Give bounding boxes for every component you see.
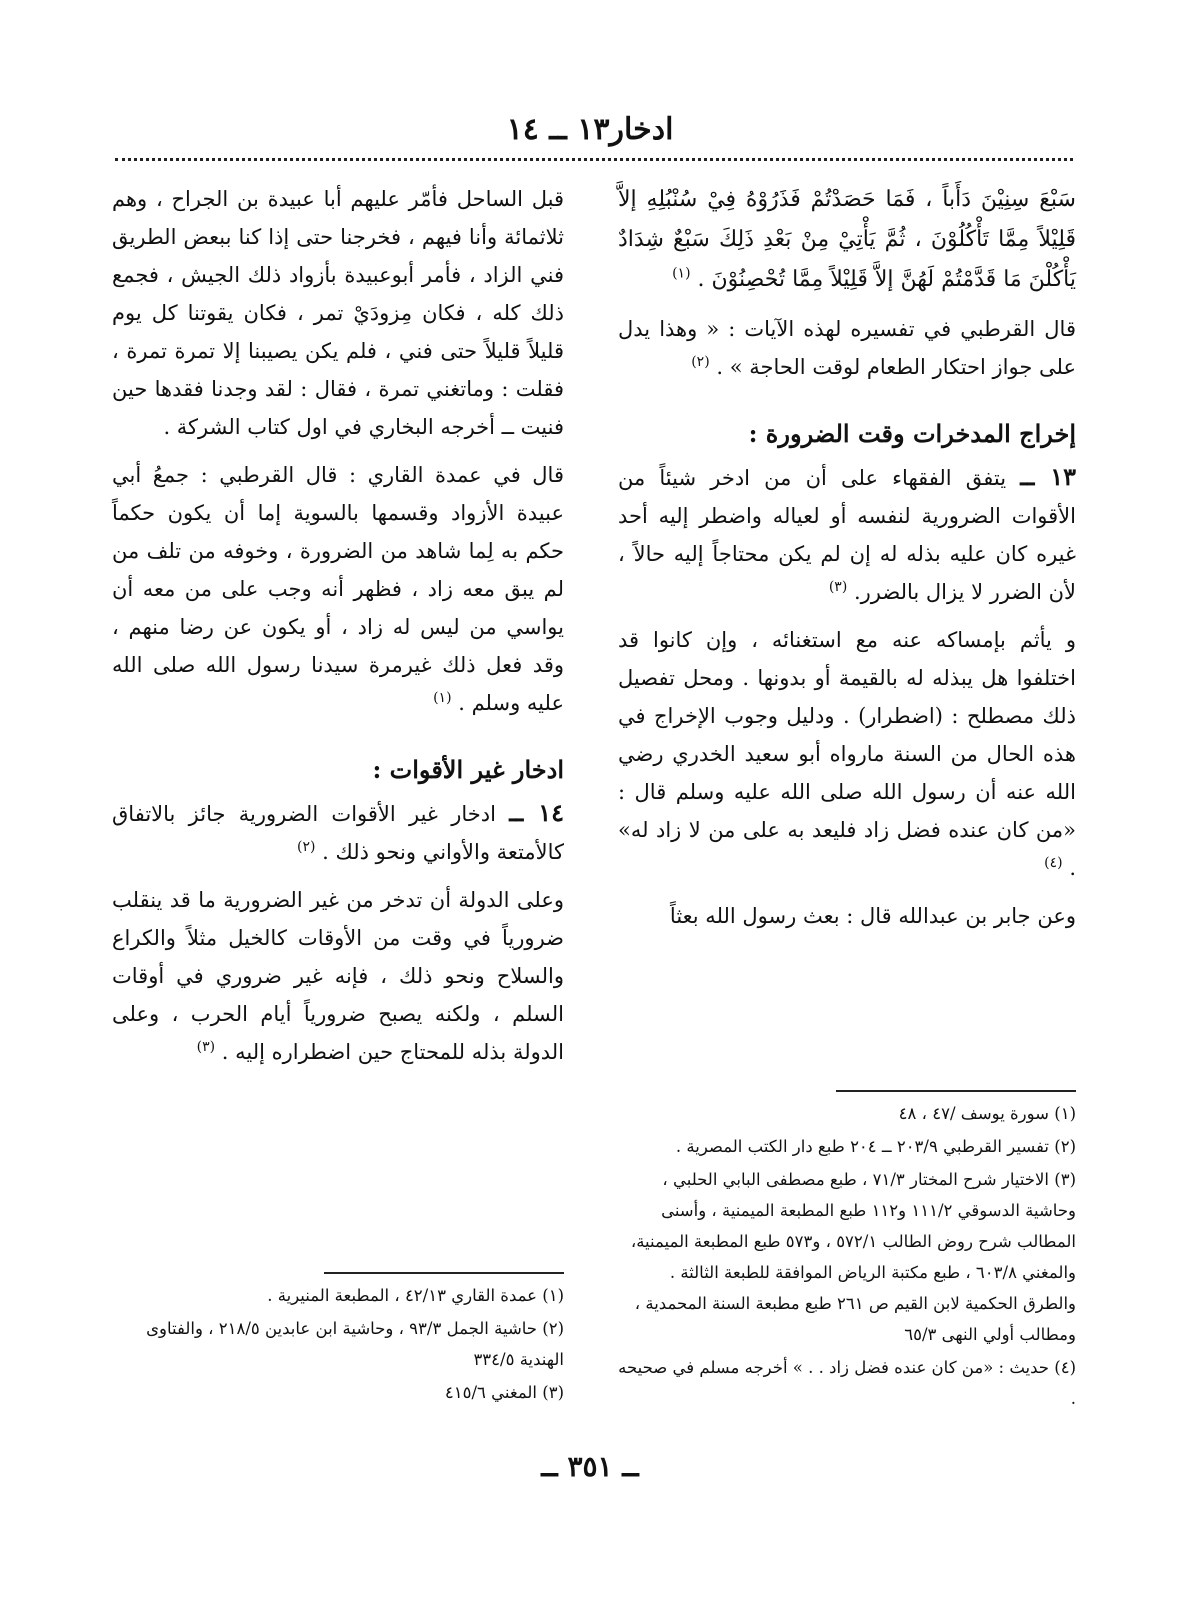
quran-verse [618,180,1076,300]
paragraph-text: وعلى الدولة أن تدخر من غير الضرورية ما قد ينقلب ضرورياً في وقت من الأوقات كالخيل مثلاً والكراع والسلاح ونحو ذلك ، فإنه غير ضروري في أوقات السلم ، ولكنه يصبح ضرورياً أيام الحرب ، وعلى الدولة بذله للمحتاج حين اضطراره إليه . [112,888,564,1064]
header-divider [115,158,1073,161]
paragraph-13 [618,458,1076,611]
footnote-ref: (٤) [1044,855,1063,871]
footnote: (٢) تفسير القرطبي ٢٠٣/٩ ــ ٢٠٤ طبع دار الكتب المصرية . [675,1137,1076,1156]
running-header: ادخار١٣ ــ ١٤ [506,112,674,147]
paragraph: قبل الساحل فأمّر عليهم أبا عبيدة بن الجراح ، وهم ثلاثمائة وأنا فيهم ، فخرجنا حتى إذا كنا ببعض الطريق فني الزاد ، فأمر أبوعبيدة بأزواد ذلك الجيش ، فجمع ذلك كله ، فكان مِزودَيْ تمر ، فكان يقوتنا كل يوم قليلاً قليلاً حتى فني ، فلم يكن يصيبنا إلا تمرة تمرة ، فقلت : وماتغني تمرة ، فقال : لقد وجدنا فقدها حين فنيت ــ أخرجه البخاري في اول كتاب الشركة . [112,187,564,439]
paragraph [112,881,564,1071]
footnote: (١) عمدة القاري ٤٢/١٣ ، المطبعة المنيرية . [267,1286,564,1305]
paragraph-text: ادخار غير الأقوات الضرورية جائز بالاتفاق كالأمتعة والأواني ونحو ذلك . [112,802,564,864]
footnote-ref: (١) [433,690,452,706]
paragraph-14 [112,794,564,871]
section-heading: ادخار غير الأقوات : [372,755,564,784]
page-number: ــ ٣٥١ ــ [541,1450,639,1483]
footnote: (٣) المغني ٤١٥/٦ [444,1383,564,1402]
tafsir-text: قال القرطبي في تفسيره لهذه الآيات : « وهذا يدل على جواز احتكار الطعام لوقت الحاجة » . [618,317,1076,379]
footnote-ref: (١) [672,265,691,282]
right-column [618,180,1076,945]
quran-text: سَبْعَ سِنِيْنَ دَأَباً ، فَمَا حَصَدْتُمْ فَذَرُوْهُ فِيْ سُنْبُلِهِ إلاَّ قَلِيْلاً مِمَّا تَأْكُلُوْنَ ، ثُمَّ يَأْتِيْ مِنْ بَعْدِ ذَلِكَ سَبْعٌ شِدَادٌ يَأْكُلْنَ مَا قَدَّمْتُمْ لَهُنَّ إلاَّ قَلِيْلاً مِمَّا تُحْصِنُوْنَ . [618,187,1076,292]
footnote: (٣) الاختيار شرح المختار ٧١/٣ ، طبع مصطفى البابي الحلبي ، وحاشية الدسوقي ١١١/٢ و١١٢ طبع المطبعة الميمنية ، وأسنى المطالب شرح روض الطالب ٥٧٢/١ ، و٥٧٣ طبع المطبعة الميمنية، والمغني ٦٠٣/٨ ، طبع مكتبة الرياض الموافقة للطبعة الثالثة . والطرق الحكمية لابن القيم ص ٢٦١ طبع مطبعة السنة المحمدية ، ومطالب أولي النهى ٦٥/٣ [630,1170,1076,1344]
paragraph-number: ١٤ ــ [509,798,564,827]
footnote: (٢) حاشية الجمل ٩٣/٣ ، وحاشية ابن عابدين ٢١٨/٥ ، والفتاوى الهندية ٣٣٤/٥ [146,1319,564,1369]
section-heading: إخراج المدخرات وقت الضرورة : [748,419,1076,448]
footnotes-left [112,1272,564,1410]
footnote-ref: (٣) [828,579,848,595]
paragraph: وعن جابر بن عبدالله قال : بعث رسول الله بعثاً [669,904,1076,928]
paragraph-text: قال في عمدة القاري : قال القرطبي : جمعُ أبي عبيدة الأزواد وقسمها بالسوية إما أن يكون حكماً حكم به لِما شاهد من الضرورة ، وخوفه من تلف من لم يبق معه زاد ، فظهر أنه وجب على من معه أن يواسي من ليس له زاد ، أو يكون عن رضا منهم ، وقد فعل ذلك غيرمرة سيدنا رسول الله صلى الله عليه وسلم . [112,463,564,715]
footnote-ref: (٢) [691,354,710,370]
footnote: (١) سورة يوسف /٤٧ ، ٤٨ [898,1104,1076,1123]
footnotes-right [618,1090,1076,1416]
paragraph-text: يتفق الفقهاء على أن من ادخر شيئاً من الأقوات الضرورية لنفسه أو لعياله واضطر إليه أحد غيره كان عليه بذله له إن لم يكن محتاجاً إليه حالاً ، لأن الضرر لا يزال بالضرر. [618,466,1076,604]
paragraph-number: ١٣ ــ [1020,462,1076,491]
footnote-rule [324,1272,564,1274]
footnote-rule [836,1090,1076,1092]
footnote-ref: (٣) [196,1039,216,1055]
footnote: (٤) حديث : «من كان عنده فضل زاد . . » أخرجه مسلم في صحيحه . [618,1358,1076,1408]
paragraph-text: و يأثم بإمساكه عنه مع استغنائه ، وإن كانوا قد اختلفوا هل يبذله له بالقيمة أو بدونها . ومحل تفصيل ذلك مصطلح : (اضطرار) . ودليل وجوب الإخراج في هذه الحال من السنة مارواه أبو سعيد الخدري رضي الله عنه أن رسول الله صلى الله عليه وسلم قال : «من كان عنده فضل زاد فليعد به على من لا زاد له» . [618,628,1076,880]
tafsir-paragraph [618,310,1076,386]
paragraph [112,456,564,722]
footnote-ref: (٢) [297,839,316,855]
left-column [112,180,564,1081]
paragraph [618,621,1076,887]
